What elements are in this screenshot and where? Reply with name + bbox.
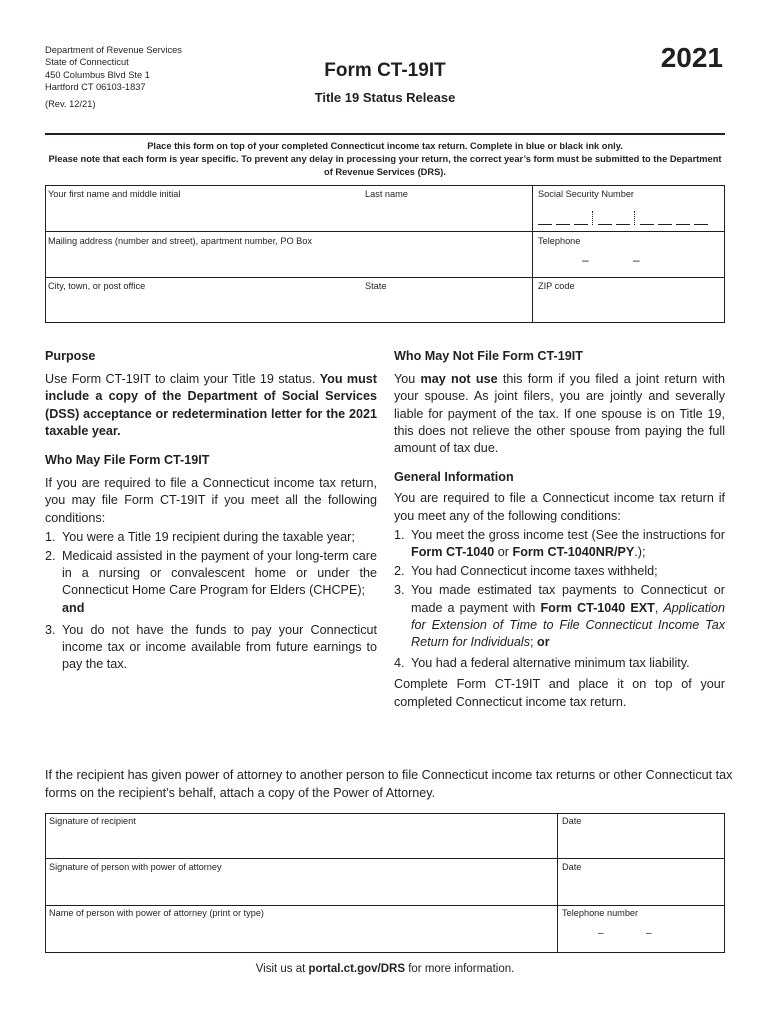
city-field[interactable]: [48, 281, 358, 319]
state-label: State: [365, 281, 387, 291]
list-item: 3. You made estimated tax payments to Connecticut or made a payment with Form CT-1040 EXT, Application for Extension of Time to File Connecticut Income Tax Return for Individuals; or: [394, 583, 726, 650]
who-may-not-file-heading: Who May Not File Form CT-19IT: [394, 349, 583, 363]
form-subtitle: Title 19 Status Release: [314, 90, 456, 105]
divider: [45, 277, 725, 278]
telephone-field[interactable]: [538, 236, 723, 274]
recipient-signature-label: Signature of recipient: [49, 816, 136, 826]
who-may-file-list: [45, 529, 377, 674]
general-info-closing: Complete Form CT-19IT and place it on top of your completed Connecticut income tax return.: [394, 677, 725, 709]
zip-field[interactable]: [538, 281, 723, 319]
power-of-attorney-note: If the recipient has given power of attorney to another person to file Connecticut income tax returns or other Connecticut tax forms on the recipient’s behalf, attach a copy of the Power of Attorney.: [45, 768, 733, 800]
mailing-address-label: Mailing address (number and street), apartment number, PO Box: [48, 236, 313, 246]
drs-website-link[interactable]: portal.ct.gov/DRS: [308, 963, 406, 975]
divider: [45, 858, 725, 859]
form-title: Form CT-19IT: [324, 60, 446, 81]
agency-line: Department of Revenue Services: [45, 45, 182, 55]
telephone-separator: –: [598, 928, 604, 939]
who-may-not-file-text: You may not use this form if you filed a joint return with your spouse. As joint filers, you are jointly and severally liable for payment of the tax. If one spouse is on Title 19, this does not relieve the other spouse from paying the full amount of tax due.: [394, 372, 725, 456]
agency-line: Hartford CT 06103-1837: [45, 81, 146, 92]
agency-address: [45, 44, 182, 93]
poa-name-label: Name of person with power of attorney (print or type): [49, 908, 264, 918]
poa-telephone-field[interactable]: [562, 908, 722, 950]
date-label: Date: [562, 816, 582, 826]
divider: [532, 185, 533, 323]
telephone-separator: –: [633, 253, 640, 267]
who-may-file-intro: If you are required to file a Connecticut income tax return, you may file Form CT-19IT if you meet all the following conditions:: [45, 476, 377, 525]
telephone-label: Telephone: [538, 236, 581, 246]
telephone-separator: –: [582, 253, 589, 267]
purpose-text: Use Form CT-19IT to claim your Title 19 status. You must include a copy of the Department of Social Services (DSS) acceptance or redetermination letter for the 2021 taxable year.: [45, 372, 377, 438]
list-item: 2. You had Connecticut income taxes withheld;: [394, 564, 658, 579]
ssn-digit-blanks: [538, 215, 712, 229]
zip-label: ZIP code: [538, 281, 575, 291]
divider: [45, 231, 725, 232]
list-item: 4. You had a federal alternative minimum tax liability.: [394, 656, 690, 671]
divider: [45, 905, 725, 906]
first-name-field[interactable]: [48, 189, 358, 229]
list-item: 1. You were a Title 19 recipient during the taxable year;: [45, 529, 355, 544]
state-field[interactable]: [365, 281, 530, 319]
who-may-file-heading: Who May File Form CT-19IT: [45, 453, 210, 468]
general-info-list: [394, 527, 725, 673]
poa-signature-label: Signature of person with power of attorney: [49, 862, 222, 872]
first-name-label: Your first name and middle initial: [48, 189, 181, 199]
instruction-line-1: Place this form on top of your completed Connecticut income tax return. Complete in blue or black ink only.: [147, 141, 623, 151]
form-instructions: [45, 140, 725, 178]
agency-line: State of Connecticut: [45, 57, 129, 68]
list-item: 2. Medicaid assisted in the payment of your long-term care in a nursing or convalescent home or under the Connecticut Home Care Program for Elders (CHCPE); and: [45, 549, 377, 615]
last-name-field[interactable]: [365, 189, 530, 229]
revision-date: (Rev. 12/21): [45, 99, 96, 109]
recipient-signature-field[interactable]: [49, 816, 554, 856]
right-column: [394, 348, 725, 711]
ssn-label: Social Security Number: [538, 189, 634, 199]
list-item: 3. You do not have the funds to pay your Connecticut income tax or income available from future earnings to pay the tax.: [45, 622, 377, 672]
list-item: 1. You meet the gross income test (See the instructions for Form CT-1040 or Form CT-1040NR/PY.);: [394, 527, 725, 560]
left-column: [45, 348, 377, 673]
last-name-label: Last name: [365, 189, 408, 199]
general-info-heading: General Information: [394, 470, 514, 485]
footer: Visit us at portal.ct.gov/DRS for more information.: [255, 963, 515, 975]
instruction-line-2: Please note that each form is year specific. To prevent any delay in processing your return, the correct year’s form must be submitted to the Department of Revenue Services (DRS).: [48, 153, 722, 177]
poa-name-field[interactable]: [49, 908, 554, 950]
poa-signature-field[interactable]: [49, 862, 554, 902]
telephone-number-label: Telephone number: [562, 908, 639, 918]
recipient-date-field[interactable]: [562, 816, 722, 856]
city-label: City, town, or post office: [48, 281, 146, 291]
header-divider: [45, 133, 725, 135]
date-label: Date: [562, 862, 582, 872]
telephone-separator: –: [646, 928, 652, 939]
tax-year: 2021: [660, 42, 723, 73]
mailing-address-field[interactable]: [48, 236, 528, 274]
purpose-heading: Purpose: [45, 349, 96, 363]
agency-line: 450 Columbus Blvd Ste 1: [45, 69, 150, 80]
poa-date-field[interactable]: [562, 862, 722, 902]
general-info-intro: You are required to file a Connecticut income tax return if you meet any of the following conditions:: [394, 491, 725, 523]
divider: [557, 813, 558, 953]
